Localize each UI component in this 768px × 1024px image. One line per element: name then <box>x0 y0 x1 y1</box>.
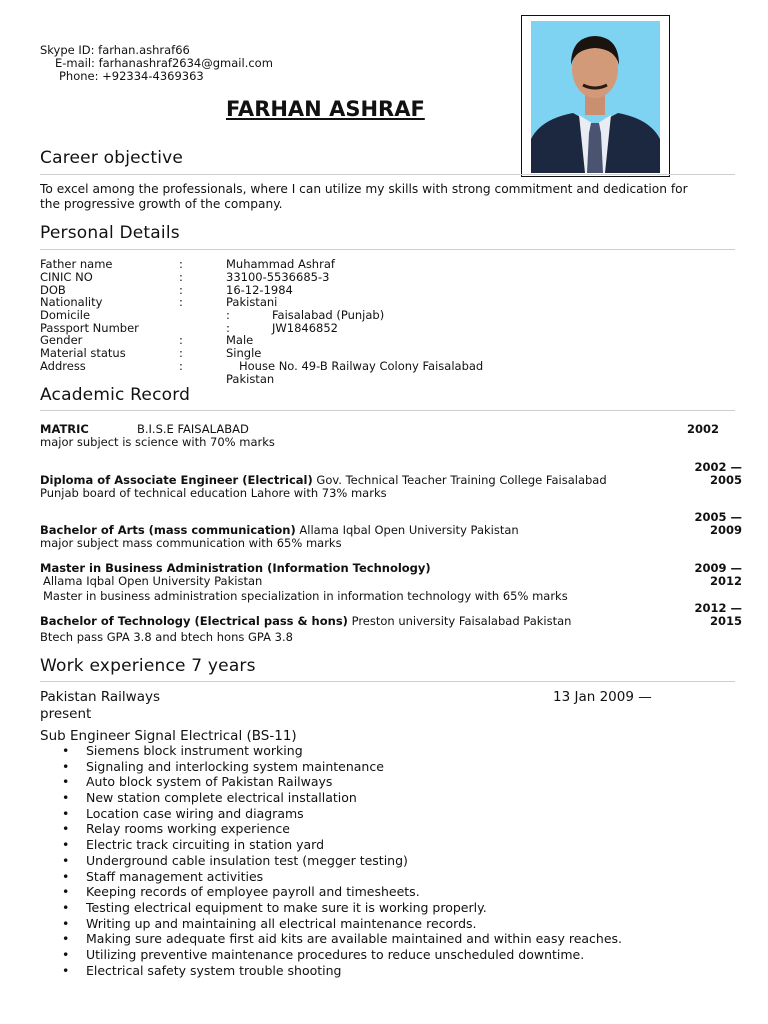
bullet-icon: • <box>62 852 70 868</box>
bullet-icon: • <box>62 868 70 884</box>
value-nationality: Pakistani <box>226 295 278 309</box>
list-item: • Relay rooms working experience <box>62 821 290 837</box>
value-cnic: 33100-5536685-3 <box>226 270 330 284</box>
value-father-name: Muhammad Ashraf <box>226 257 335 271</box>
label-address: Address <box>40 359 86 373</box>
job-title: Sub Engineer Signal Electrical (BS-11) <box>40 728 297 744</box>
candidate-name: FARHAN ASHRAF <box>226 97 425 121</box>
mba-detail: Master in business administration specialization in information technology with 65% marks <box>43 589 568 603</box>
value-gender: Male <box>226 333 254 347</box>
value-dob: 16-12-1984 <box>226 283 293 297</box>
bullet-icon: • <box>62 931 70 947</box>
colon: : <box>179 333 183 347</box>
label-marital-status: Material status <box>40 346 126 360</box>
duties-list <box>62 743 622 978</box>
colon: : <box>179 270 183 284</box>
bullet-icon: • <box>62 884 70 900</box>
bullet-icon: • <box>62 758 70 774</box>
label-dob: DOB <box>40 283 66 297</box>
value-passport: JW1846852 <box>272 321 338 335</box>
list-item: • Signaling and interlocking system maintenance <box>62 758 384 774</box>
career-text-2: the progressive growth of the company. <box>40 197 283 211</box>
employment-start: 13 Jan 2009 — <box>553 689 652 705</box>
bullet-icon: • <box>62 790 70 806</box>
section-divider <box>40 249 735 250</box>
list-item: • Siemens block instrument working <box>62 743 303 758</box>
bullet-icon: • <box>62 743 70 758</box>
skype-id: Skype ID: farhan.ashraf66 <box>40 43 190 57</box>
mba-institution: Allama Iqbal Open University Pakistan <box>43 574 263 588</box>
label-gender: Gender <box>40 333 83 347</box>
diploma-year-end: 2005 <box>709 473 742 487</box>
label-domicile: Domicile <box>40 308 91 322</box>
colon: : <box>179 359 183 373</box>
academic-heading: Academic Record <box>40 385 191 405</box>
value-domicile: Faisalabad (Punjab) <box>272 308 385 322</box>
list-item: • Electric track circuiting in station yard <box>62 837 325 853</box>
mba-year-end: 2012 <box>709 574 742 588</box>
list-item: • Staff management activities <box>62 868 264 884</box>
bullet-icon: • <box>62 899 70 915</box>
ba-title: Bachelor of Arts (mass communication) <box>40 523 296 537</box>
label-nationality: Nationality <box>40 295 103 309</box>
colon: : <box>226 308 230 322</box>
ba-year-end: 2009 <box>709 523 742 537</box>
value-address-cont: Pakistan <box>226 372 275 386</box>
ba-detail: major subject mass communication with 65% marks <box>40 536 342 550</box>
list-item: • Underground cable insulation test (megger testing) <box>62 852 408 868</box>
email: E-mail: farhanashraf2634@gmail.com <box>55 56 273 70</box>
phone: Phone: +92334-4369363 <box>59 69 204 83</box>
label-cnic: CINIC NO <box>40 270 93 284</box>
list-item: • Utilizing preventive maintenance procedures to reduce unscheduled downtime. <box>62 946 585 962</box>
list-item: • New station complete electrical installation <box>62 790 357 806</box>
bullet-icon: • <box>62 915 70 931</box>
list-item: • Testing electrical equipment to make sure it is working properly. <box>62 899 487 915</box>
career-heading: Career objective <box>40 148 184 168</box>
bullet-icon: • <box>62 774 70 790</box>
diploma-institution: Gov. Technical Teacher Training College Faisalabad <box>312 473 607 487</box>
list-item: • Writing up and maintaining all electrical maintenance records. <box>62 915 477 931</box>
value-marital-status: Single <box>226 346 262 360</box>
mba-year-start: 2009 — <box>694 561 742 575</box>
bullet-icon: • <box>62 805 70 821</box>
label-passport: Passport Number <box>40 321 139 335</box>
label-father-name: Father name <box>40 257 113 271</box>
section-divider <box>40 174 735 175</box>
diploma-title: Diploma of Associate Engineer (Electrical) <box>40 473 313 487</box>
matric-board: B.I.S.E FAISALABAD <box>137 422 249 436</box>
colon: : <box>179 283 183 297</box>
mba-title: Master in Business Administration (Information Technology) <box>40 561 431 575</box>
value-address: House No. 49-B Railway Colony Faisalabad <box>239 359 484 373</box>
matric-title: MATRIC <box>40 422 89 436</box>
bullet-icon: • <box>62 962 70 978</box>
colon: : <box>179 257 183 271</box>
list-item: • Keeping records of employee payroll and timesheets. <box>62 884 420 900</box>
bullet-icon: • <box>62 837 70 853</box>
personal-heading: Personal Details <box>40 223 180 243</box>
employer-name: Pakistan Railways <box>40 689 161 705</box>
list-item: • Location case wiring and diagrams <box>62 805 304 821</box>
list-item: • Making sure adequate first aid kits are available maintained and within easy reaches. <box>62 931 623 947</box>
btech-institution: Preston university Faisalabad Pakistan <box>347 614 572 628</box>
btech-year-start: 2012 — <box>694 601 742 615</box>
diploma-year-start: 2002 — <box>694 460 742 474</box>
section-divider <box>40 681 735 682</box>
ba-year-start: 2005 — <box>694 510 742 524</box>
work-heading: Work experience 7 years <box>40 656 256 676</box>
colon: : <box>226 321 230 335</box>
employment-end: present <box>40 706 92 722</box>
list-item: • Electrical safety system trouble shooting <box>62 962 342 978</box>
matric-year: 2002 <box>687 422 720 436</box>
ba-institution: Allama Iqbal Open University Pakistan <box>295 523 519 537</box>
diploma-detail: Punjab board of technical education Lahore with 73% marks <box>40 486 387 500</box>
list-item: • Auto block system of Pakistan Railways <box>62 774 333 790</box>
career-text-1: To excel among the professionals, where I can utilize my skills with strong commitment and dedication for <box>40 182 688 196</box>
matric-detail: major subject is science with 70% marks <box>40 435 275 449</box>
profile-photo <box>521 15 670 177</box>
btech-detail: Btech pass GPA 3.8 and btech hons GPA 3.8 <box>40 630 293 644</box>
colon: : <box>179 346 183 360</box>
colon: : <box>179 295 183 309</box>
btech-title: Bachelor of Technology (Electrical pass & hons) <box>40 614 348 628</box>
bullet-icon: • <box>62 821 70 837</box>
btech-year-end: 2015 <box>709 614 742 628</box>
section-divider <box>40 410 735 411</box>
bullet-icon: • <box>62 946 70 962</box>
